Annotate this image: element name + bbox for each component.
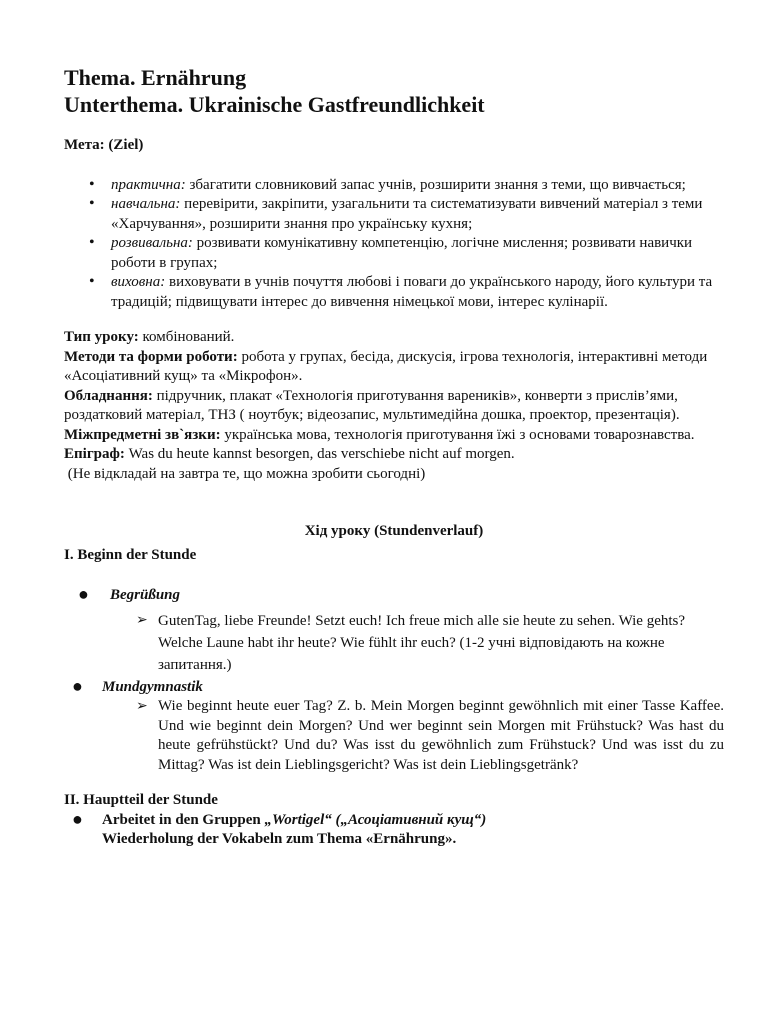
document-page [64,64,724,850]
goal-item [64,273,724,312]
mundgymnastik-text: Wie beginnt heute euer Tag? Z. b. Mein Morgen beginnt gewöhnlich mit einer Tasse Kaffee. Und wie beginnt dein Morgen? Und wer beginnt sein Morgen mit Frühstuck? Was hast du heute gefrühstückt? Und du? Was isst du gewöhnlich zum Frühstuck? Und was isst du zu Mittag? Was ist dein Lieblingsgericht? Was ist dein Lieblingsgetränk? [158,698,724,773]
section-heading-beginning: I. Beginn der Stunde [64,546,197,563]
bullet-icon: ● [78,584,89,604]
mundgymnastik-item [64,675,724,698]
goal-label: практична: [111,176,186,193]
arrow-icon: ➢ [136,699,148,714]
course-heading: Хід уроку (Stundenverlauf) [304,523,484,539]
section-heading-main: II. Hauptteil der Stunde [64,792,218,808]
greeting-label: Begrüßung [110,587,181,603]
greeting-text: GutenTag, liebe Freunde! Setzt euch! Ich freue mich alle sie heute zu sehen. Wie gehts? Welche Laune habt ihr heute? Wie fühlt ihr euch? (1-2 учні відповідають на кожне запитання.) [158,612,686,673]
group-work-subtitle: Wiederholung der Vokabeln zum Thema «Ernährung». [102,831,457,847]
greeting-item [64,586,724,606]
topic-title: Thema. Ernährung [64,65,247,90]
lesson-epigraph: Епіграф: Was du heute kannst besorgen, das verschiebe nicht auf morgen. [64,446,515,462]
greeting-text-row [64,610,724,676]
goal-text: збагатити словниковий запас учнів, розширити знання з теми, що вивчається; [185,176,686,193]
subtopic-title: Unterthema. Ukrainische Gastfreundlichkeit [64,92,485,117]
bullet-icon: ● [72,808,83,829]
goal-heading: Мета: (Ziel) [64,137,144,153]
group-work-title: „Wortigel“ („Асоціативний кущ“) [264,811,487,828]
lesson-type: Тип уроку: комбінований. [64,329,235,345]
mundgymnastik-text-row [64,697,724,775]
lesson-interdisciplinary: Міжпредметні зв`язки: українська мова, технологія приготування їжі з основами товарознавства. [64,426,695,443]
goal-text: розвивати комунікативну компетенцію, логічне мислення; розвивати навички роботи в групах; [111,235,693,271]
lesson-info [64,328,724,484]
lesson-methods: Методи та форми роботи: робота у групах, бесіда, дискусія, ігрова технологія, інтерактивні методи «Асоціативний кущ» та «Мікрофон». [64,348,708,384]
goal-item [64,234,724,273]
goals-list [64,176,724,313]
epigraph-translation: (Не відкладай на завтра те, що можна зробити сьогодні) [64,465,426,482]
lesson-equipment: Обладнання: підручник, плакат «Технологія приготування вареників», конверти з прислів’ями, роздатковий матеріал, ТНЗ ( ноутбук; відеозапис, мультимедійна дошка, проектор, презентація). [64,387,680,423]
mundgymnastik-label: Mundgymnastik [102,678,203,695]
arrow-icon: ➢ [136,612,148,628]
goal-text: виховувати в учнів почуття любові і поваги до українського народу, його культури та традицій; підвищувати інтерес до вивчення німецької мови, інтерес кулінарії. [111,274,713,310]
goal-text: перевірити, закріпити, узагальнити та систематизувати вивчений матеріал з теми «Харчування», розширити знання про українську кухня; [111,196,703,232]
group-work-item [64,808,724,850]
bullet-icon: ● [72,675,83,696]
goal-item [64,176,724,196]
group-work-prefix: Arbeitet in den Gruppen [102,811,265,828]
goal-label: виховна: [111,274,166,290]
goal-label: розвивальна: [111,235,193,251]
goal-item [64,195,724,234]
goal-label: навчальна: [111,196,181,212]
